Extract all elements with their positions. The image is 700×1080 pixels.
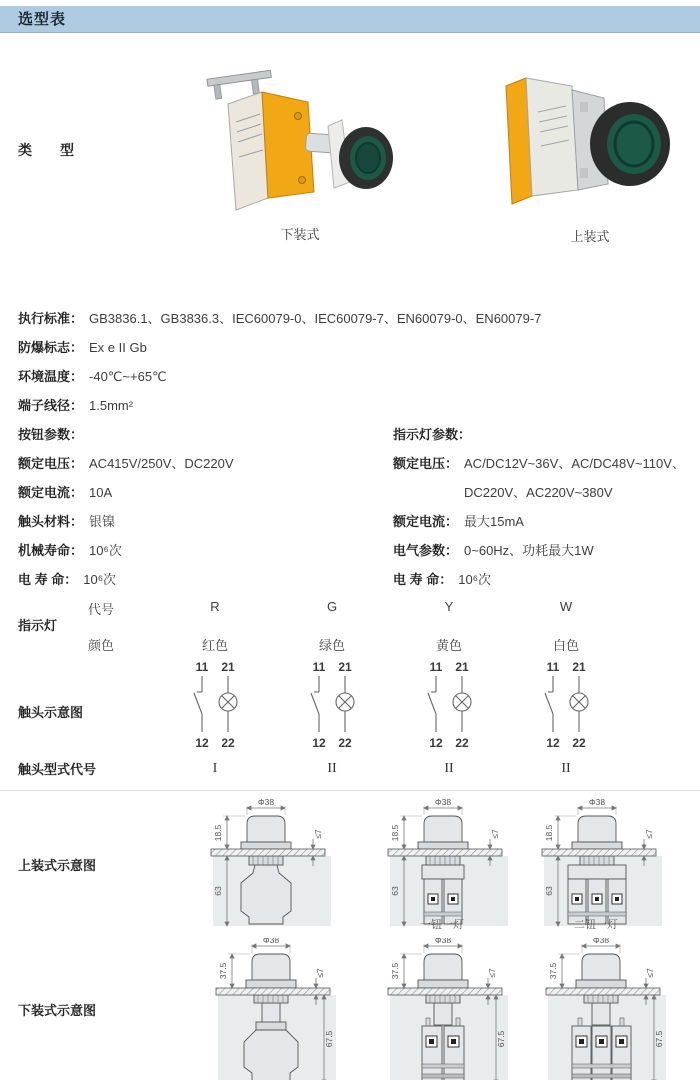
- dim-above-panel: 18.5: [544, 824, 554, 842]
- bottom-mount-drawing-button: [190, 938, 350, 1080]
- param-label: 电气参数：: [393, 543, 459, 558]
- param-label: 机械寿命：: [18, 543, 84, 558]
- lamp-color: 黄色: [435, 638, 462, 653]
- lamp-color: 红色: [201, 638, 228, 653]
- param-value: 10⁶次: [83, 572, 117, 587]
- type-row-label: 类 型: [18, 142, 74, 158]
- caption-two-buttons-one-lamp: 二钮一灯: [574, 919, 618, 931]
- dim-panel-thickness: ≤7: [313, 829, 323, 839]
- terminal-21: 21: [221, 660, 235, 674]
- terminal-22: 22: [572, 736, 586, 750]
- dim-panel-thickness: ≤7: [490, 829, 500, 839]
- dim-panel-thickness: ≤7: [645, 968, 655, 978]
- product-photo-top-mount: [492, 68, 677, 220]
- param-value: 10A: [89, 485, 113, 500]
- contact-circuit-diagram: [175, 660, 255, 756]
- page-title: 选型表: [18, 11, 67, 28]
- section-header-bar: [0, 6, 700, 33]
- lamp-code: G: [326, 599, 338, 614]
- caption-bottom-mount: 下装式: [280, 227, 320, 242]
- spec-value: Ex e II Gb: [89, 340, 147, 355]
- terminal-22: 22: [221, 736, 235, 750]
- terminal-21: 21: [455, 660, 469, 674]
- contact-type-label: 触头型式代号: [18, 762, 97, 777]
- top-mount-drawing-button: [185, 794, 345, 932]
- indicator-column-white: [526, 598, 606, 784]
- bottom-mount-drawing-two-buttons-one-lamp: [520, 938, 680, 1080]
- contact-circuit-diagram: [292, 660, 372, 756]
- param-row: [18, 565, 358, 594]
- param-value: 最大15mA: [464, 514, 524, 529]
- dim-below-panel: 63: [390, 886, 400, 896]
- param-label: 电 寿 命：: [18, 572, 78, 587]
- indicator-column-yellow: [409, 598, 489, 784]
- spec-label: 执行标准：: [18, 311, 84, 326]
- top-mount-diagram-label: 上装式示意图: [18, 858, 97, 873]
- param-value: 0~60Hz、功耗最大1W: [464, 543, 594, 558]
- indicator-row-label: 指示灯: [18, 618, 58, 633]
- terminal-21: 21: [572, 660, 586, 674]
- caption-one-button-one-lamp: 一钮一灯: [420, 919, 464, 931]
- spec-list: [18, 304, 688, 420]
- circuit-symbol: [297, 675, 367, 733]
- param-row: [393, 536, 693, 565]
- dim-above-panel: 18.5: [213, 824, 223, 842]
- bottom-mount-drawing-one-button-one-lamp: [362, 938, 522, 1080]
- terminal-11: 11: [312, 660, 326, 674]
- param-value-line2: DC220V、AC220V~380V: [464, 485, 613, 500]
- spec-label: 端子线径：: [18, 398, 84, 413]
- indicator-column-green: [292, 598, 372, 784]
- dim-above-panel: 37.5: [548, 962, 558, 980]
- spec-label: 环境温度：: [18, 369, 84, 384]
- param-label: 额定电流：: [18, 485, 84, 500]
- param-row: [18, 536, 358, 565]
- indicator-column-red: [175, 598, 255, 784]
- terminal-11: 11: [195, 660, 209, 674]
- dim-panel-thickness: ≤7: [315, 968, 325, 978]
- param-label: 触头材料：: [18, 514, 84, 529]
- dim-diameter: Φ38: [257, 797, 275, 807]
- terminal-12: 12: [546, 736, 560, 750]
- contact-type-code: I: [212, 761, 218, 776]
- spec-row-standard: [18, 304, 688, 333]
- contact-circuit-diagram: [526, 660, 606, 756]
- bottom-mount-diagram-label: 下装式示意图: [18, 1003, 97, 1018]
- param-row: [18, 449, 358, 478]
- dim-below-panel: 67.5: [654, 1030, 664, 1048]
- dim-above-panel: 37.5: [390, 962, 400, 980]
- spec-value: GB3836.1、GB3836.3、IEC60079-0、IEC60079-7、EN60079-0、EN60079-7: [89, 311, 542, 326]
- top-mount-drawing-two-buttons-one-lamp: [516, 794, 676, 932]
- contact-type-code: II: [327, 761, 337, 776]
- circuit-symbol: [180, 675, 250, 733]
- spec-value: -40℃~+65℃: [89, 369, 167, 384]
- spec-value: 1.5mm²: [89, 398, 134, 413]
- dim-below-panel: 67.5: [496, 1030, 506, 1048]
- param-label: 额定电压：: [393, 456, 459, 471]
- contact-circuit-diagram: [409, 660, 489, 756]
- lamp-params-title: 指示灯参数：: [393, 427, 472, 442]
- dim-diameter: Φ38: [592, 938, 610, 945]
- top-mount-drawing-one-button-one-lamp: [362, 794, 522, 932]
- lamp-color: 白色: [552, 638, 579, 653]
- terminal-22: 22: [338, 736, 352, 750]
- param-value: 10⁶次: [89, 543, 122, 558]
- spec-row-ambient-temp: [18, 362, 688, 391]
- param-value: 10⁶次: [458, 572, 492, 587]
- code-header: 代号: [88, 602, 115, 617]
- spec-row-ex-mark: [18, 333, 688, 362]
- dim-diameter: Φ38: [262, 938, 280, 945]
- param-row: [18, 478, 358, 507]
- product-photo-bottom-mount: [200, 62, 395, 224]
- lamp-code: R: [210, 599, 220, 614]
- spec-label: 防爆标志：: [18, 340, 84, 355]
- terminal-12: 12: [429, 736, 443, 750]
- terminal-12: 12: [312, 736, 326, 750]
- param-label: 额定电流：: [393, 514, 459, 529]
- param-value: AC415V/250V、DC220V: [89, 456, 234, 471]
- dim-above-panel: 37.5: [218, 962, 228, 980]
- param-row: [18, 507, 358, 536]
- lamp-code: Y: [444, 599, 454, 614]
- lamp-color: 绿色: [318, 638, 345, 653]
- contact-type-code: II: [561, 761, 571, 776]
- lamp-code: W: [559, 599, 573, 614]
- terminal-21: 21: [338, 660, 352, 674]
- spec-row-terminal-wire: [18, 391, 688, 420]
- color-header: 颜色: [88, 638, 115, 653]
- button-params-title: 按钮参数：: [18, 427, 84, 442]
- button-params-column: [18, 420, 358, 594]
- param-row: [393, 507, 693, 536]
- terminal-12: 12: [195, 736, 209, 750]
- circuit-symbol: [531, 675, 601, 733]
- param-row: [393, 449, 693, 507]
- section-divider: [0, 790, 700, 791]
- param-value-line1: AC/DC12V~36V、AC/DC48V~110V、: [464, 456, 685, 471]
- param-value: 银镍: [89, 514, 116, 529]
- dim-diameter: Φ38: [434, 797, 452, 807]
- terminal-11: 11: [546, 660, 560, 674]
- dim-diameter: Φ38: [588, 797, 606, 807]
- dim-below-panel: 63: [544, 886, 554, 896]
- dim-panel-thickness: ≤7: [487, 968, 497, 978]
- param-row: [393, 565, 693, 594]
- lamp-params-column: [393, 420, 693, 594]
- caption-top-mount: 上装式: [570, 229, 610, 244]
- contact-diagram-label: 触头示意图: [18, 705, 84, 720]
- dim-panel-thickness: ≤7: [644, 829, 654, 839]
- circuit-symbol: [414, 675, 484, 733]
- dim-below-panel: 67.5: [324, 1030, 334, 1048]
- dim-below-panel: 63: [213, 886, 223, 896]
- terminal-11: 11: [429, 660, 443, 674]
- param-label: 额定电压：: [18, 456, 84, 471]
- terminal-22: 22: [455, 736, 469, 750]
- dim-diameter: Φ38: [434, 938, 452, 945]
- dim-above-panel: 18.5: [390, 824, 400, 842]
- contact-type-code: II: [444, 761, 454, 776]
- param-value: [464, 449, 685, 507]
- param-label: 电 寿 命：: [393, 572, 453, 587]
